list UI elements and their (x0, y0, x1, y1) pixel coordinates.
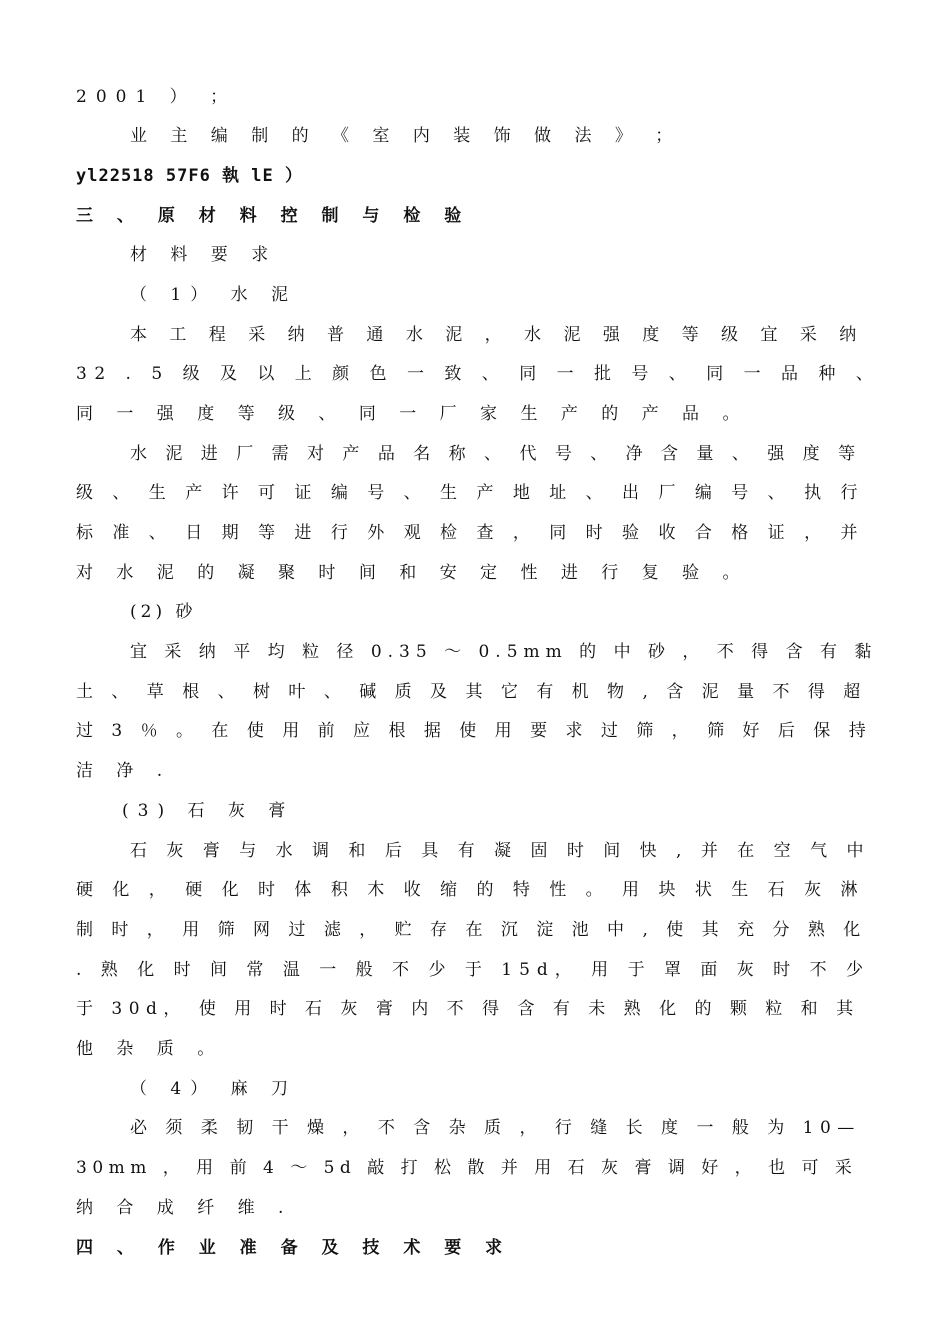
text-line: 于 30d， 使 用 时 石 灰 膏 内 不 得 含 有 未 熟 化 的 颗 粒 和 其 (76, 999, 860, 1019)
text-line: 对 水 泥 的 凝 聚 时 间 和 安 定 性 进 行 复 验 。 (76, 563, 749, 583)
text-line: 标 准 、 日 期 等 进 行 外 观 检 查 ， 同 时 验 收 合 格 证 ， 并 (76, 523, 865, 543)
text-line: 同 一 强 度 等 级 、 同 一 厂 家 生 产 的 产 品 。 (76, 404, 749, 424)
item-heading: （ 1） 水 泥 (130, 285, 298, 305)
subsection-heading: 材 料 要 求 (130, 245, 278, 265)
text-line: 宜 采 纳 平 均 粒 径 0.35 ～ 0.5mm 的 中 砂 ， 不 得 含 有 黏 (130, 642, 878, 662)
text-line: 石 灰 膏 与 水 调 和 后 具 有 凝 固 时 间 快 , 并 在 空 气 中 (130, 841, 871, 861)
text-line: yl22518 57F6 執 lE ） (76, 166, 303, 186)
text-line: 必 须 柔 韧 干 燥 ， 不 含 杂 质 ， 行 缝 长 度 一 般 为 10— (130, 1118, 861, 1138)
text-line: 本 工 程 采 纳 普 通 水 泥 ， 水 泥 强 度 等 级 宜 采 纳 (130, 325, 865, 345)
item-heading: （ 4） 麻 刀 (130, 1079, 298, 1099)
section-heading: 三 、 原 材 料 控 制 与 检 验 (76, 206, 471, 226)
item-heading: (3) 石 灰 膏 (122, 801, 295, 821)
text-line: 洁 净 . (76, 761, 172, 781)
text-line: 2001 ） ； (76, 87, 237, 107)
text-line: 水 泥 进 厂 需 对 产 品 名 称 、 代 号 、 净 含 量 、 强 度 等 (130, 444, 862, 464)
text-line: 32 . 5 级 及 以 上 颜 色 一 致 、 同 一 批 号 、 同 一 品 种 、 (76, 364, 881, 384)
text-line: 30mm ， 用 前 4 ～ 5d 敲 打 松 散 并 用 石 灰 膏 调 好 ， 也 可 采 (76, 1158, 858, 1178)
item-heading: (2) 砂 (130, 602, 197, 622)
section-heading: 四 、 作 业 准 备 及 技 术 要 求 (76, 1238, 512, 1258)
text-line: 过 3 ％ 。 在 使 用 前 应 根 据 使 用 要 求 过 筛 ， 筛 好 后 保 持 (76, 721, 873, 741)
text-line: 业 主 编 制 的 《 室 内 装 饰 做 法 》 ； (130, 126, 682, 146)
text-line: 他 杂 质 。 (76, 1039, 224, 1059)
text-line: 土 、 草 根 、 树 叶 、 碱 质 及 其 它 有 机 物 , 含 泥 量 不 得 超 (76, 682, 867, 702)
text-line: 制 时 ， 用 筛 网 过 滤 ， 贮 存 在 沉 淀 池 中 , 使 其 充 分 熟 化 (76, 920, 867, 940)
text-line: 纳 合 成 纤 维 . (76, 1198, 293, 1218)
text-line: . 熟 化 时 间 常 温 一 般 不 少 于 15d， 用 于 罩 面 灰 时 不 少 (76, 960, 870, 980)
text-line: 硬 化 ， 硬 化 时 体 积 木 收 缩 的 特 性 。 用 块 状 生 石 灰 淋 (76, 880, 865, 900)
text-line: 级 、 生 产 许 可 证 编 号 、 生 产 地 址 、 出 厂 编 号 、 执 行 (76, 483, 865, 503)
